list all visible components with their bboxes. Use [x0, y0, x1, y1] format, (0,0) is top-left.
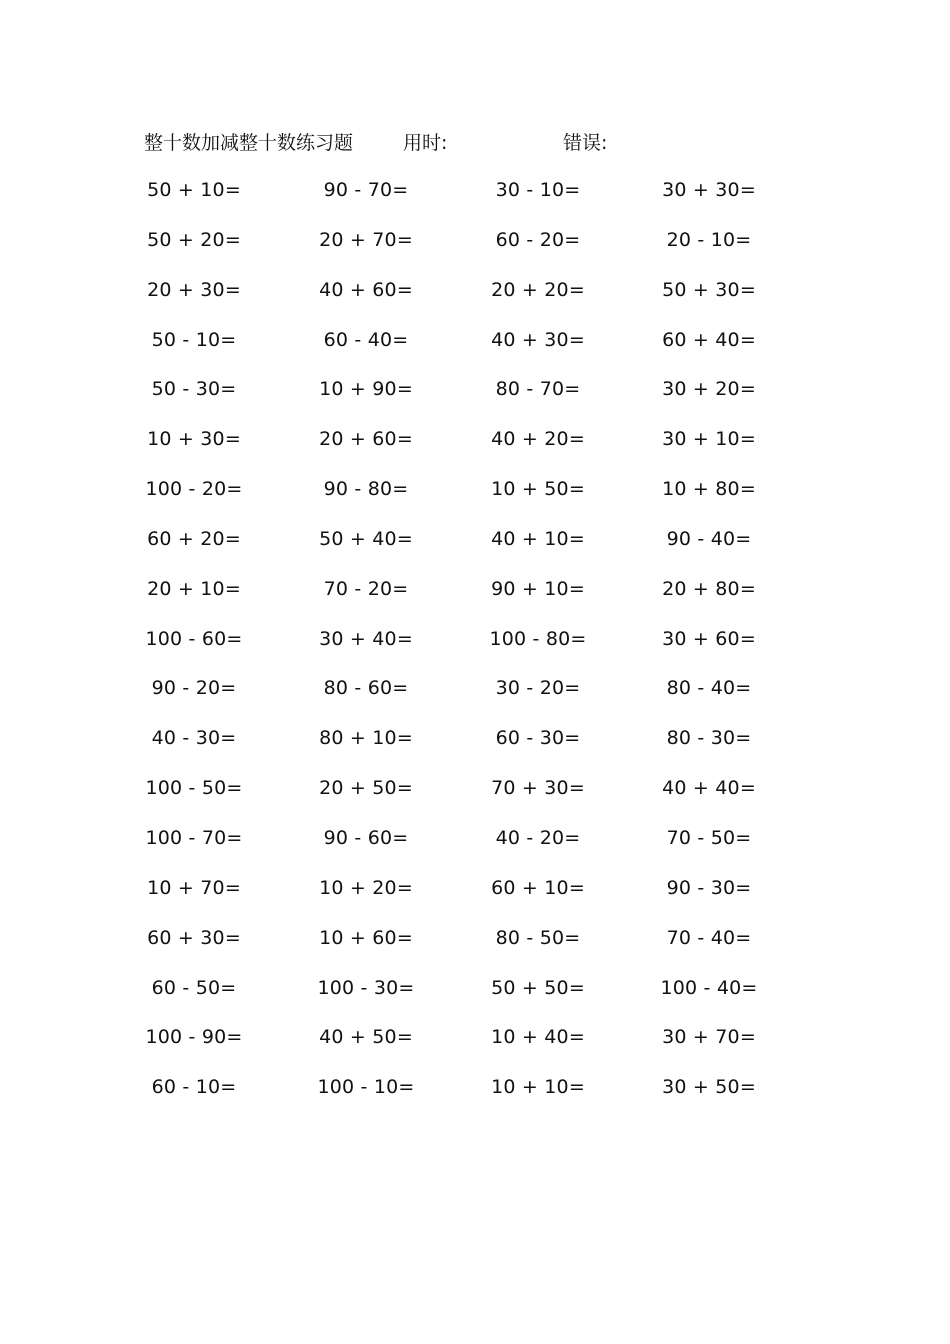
- problem: 40 + 20=: [491, 428, 585, 451]
- problem: 50 + 50=: [491, 976, 585, 999]
- problem-row: [0, 373, 950, 423]
- problem: 10 + 50=: [491, 478, 585, 501]
- problem: 80 - 70=: [495, 378, 581, 401]
- problem: 10 + 40=: [491, 1026, 585, 1049]
- problem: 90 - 20=: [151, 677, 237, 700]
- problem: 40 + 30=: [491, 328, 585, 351]
- problem: 50 - 10=: [151, 328, 237, 351]
- problem: 70 - 20=: [323, 577, 409, 600]
- problem: 30 + 30=: [662, 179, 756, 201]
- time-used-label: 用时:: [403, 132, 448, 154]
- problem: 50 + 40=: [319, 527, 413, 550]
- problem: 60 + 30=: [147, 926, 241, 949]
- problem: 40 - 30=: [151, 727, 237, 750]
- problem-row: [0, 573, 950, 623]
- problem-row: [0, 822, 950, 872]
- problem: 100 - 50=: [145, 777, 243, 800]
- problem: 80 - 60=: [323, 677, 409, 700]
- problem: 20 - 10=: [666, 228, 752, 251]
- problem: 10 + 70=: [147, 876, 241, 899]
- problem: 40 + 40=: [662, 777, 756, 800]
- problem: 30 - 10=: [495, 179, 581, 201]
- problem-row: [0, 473, 950, 523]
- problem: 60 + 40=: [662, 328, 756, 351]
- problem-row: [0, 922, 950, 972]
- problem: 20 + 20=: [491, 278, 585, 301]
- worksheet-title: 整十数加减整十数练习题: [144, 132, 354, 154]
- problem-row: [0, 1021, 950, 1071]
- problem: 100 - 60=: [145, 627, 243, 650]
- problem: 60 + 10=: [491, 876, 585, 899]
- problem: 30 + 20=: [662, 378, 756, 401]
- problem-row: [0, 274, 950, 324]
- problem: 10 + 10=: [491, 1076, 585, 1099]
- problem: 10 + 90=: [319, 378, 413, 401]
- problem: 100 - 40=: [660, 976, 758, 999]
- problem: 60 - 30=: [495, 727, 581, 750]
- problem: 100 - 30=: [317, 976, 415, 999]
- problem: 40 + 50=: [319, 1026, 413, 1049]
- problem: 50 - 30=: [151, 378, 237, 401]
- problem: 60 - 50=: [151, 976, 237, 999]
- problem: 60 - 20=: [495, 228, 581, 251]
- problem-row: [0, 623, 950, 673]
- problem-row: [0, 772, 950, 822]
- problem: 90 - 30=: [666, 876, 752, 899]
- problem: 90 - 80=: [323, 478, 409, 501]
- problem: 40 + 10=: [491, 527, 585, 550]
- problem: 20 + 10=: [147, 577, 241, 600]
- problem: 70 - 50=: [666, 826, 752, 849]
- problem: 60 - 10=: [151, 1076, 237, 1099]
- problem: 80 - 50=: [495, 926, 581, 949]
- problem: 10 + 80=: [662, 478, 756, 501]
- problem: 90 - 40=: [666, 527, 752, 550]
- problem-row: [0, 523, 950, 573]
- problem: 40 - 20=: [495, 826, 581, 849]
- problem: 50 + 30=: [662, 278, 756, 301]
- problem-row: [0, 872, 950, 922]
- problem: 10 + 20=: [319, 876, 413, 899]
- problem: 20 + 60=: [319, 428, 413, 451]
- problem: 30 + 50=: [662, 1076, 756, 1099]
- problem-row: [0, 722, 950, 772]
- problem: 80 - 40=: [666, 677, 752, 700]
- problem-row: [0, 324, 950, 374]
- problem-row: [0, 972, 950, 1022]
- problem: 30 - 20=: [495, 677, 581, 700]
- problem: 30 + 70=: [662, 1026, 756, 1049]
- problem: 100 - 90=: [145, 1026, 243, 1049]
- problem-row: [0, 224, 950, 274]
- problem: 100 - 20=: [145, 478, 243, 501]
- problem: 100 - 70=: [145, 826, 243, 849]
- problem: 90 + 10=: [491, 577, 585, 600]
- problem: 70 - 40=: [666, 926, 752, 949]
- problem: 90 - 70=: [323, 179, 409, 201]
- problem: 50 + 10=: [147, 179, 241, 201]
- problem: 20 + 70=: [319, 228, 413, 251]
- problem: 30 + 10=: [662, 428, 756, 451]
- problem: 20 + 30=: [147, 278, 241, 301]
- problem: 70 + 30=: [491, 777, 585, 800]
- worksheet-header: [0, 128, 950, 158]
- problem: 60 + 20=: [147, 527, 241, 550]
- problem: 10 + 60=: [319, 926, 413, 949]
- problem: 50 + 20=: [147, 228, 241, 251]
- problem-row: [0, 174, 950, 224]
- problem-row: [0, 672, 950, 722]
- problem: 30 + 60=: [662, 627, 756, 650]
- problem-row: [0, 423, 950, 473]
- problem: 20 + 50=: [319, 777, 413, 800]
- problem: 100 - 10=: [317, 1076, 415, 1099]
- problem: 80 + 10=: [319, 727, 413, 750]
- problem: 20 + 80=: [662, 577, 756, 600]
- problem: 100 - 80=: [489, 627, 587, 650]
- errors-label: 错误:: [563, 132, 608, 154]
- problem: 60 - 40=: [323, 328, 409, 351]
- problem: 30 + 40=: [319, 627, 413, 650]
- problem: 80 - 30=: [666, 727, 752, 750]
- problem: 90 - 60=: [323, 826, 409, 849]
- problem: 10 + 30=: [147, 428, 241, 451]
- problem-row: [0, 1071, 950, 1121]
- problem: 40 + 60=: [319, 278, 413, 301]
- problem-grid: [0, 174, 950, 1121]
